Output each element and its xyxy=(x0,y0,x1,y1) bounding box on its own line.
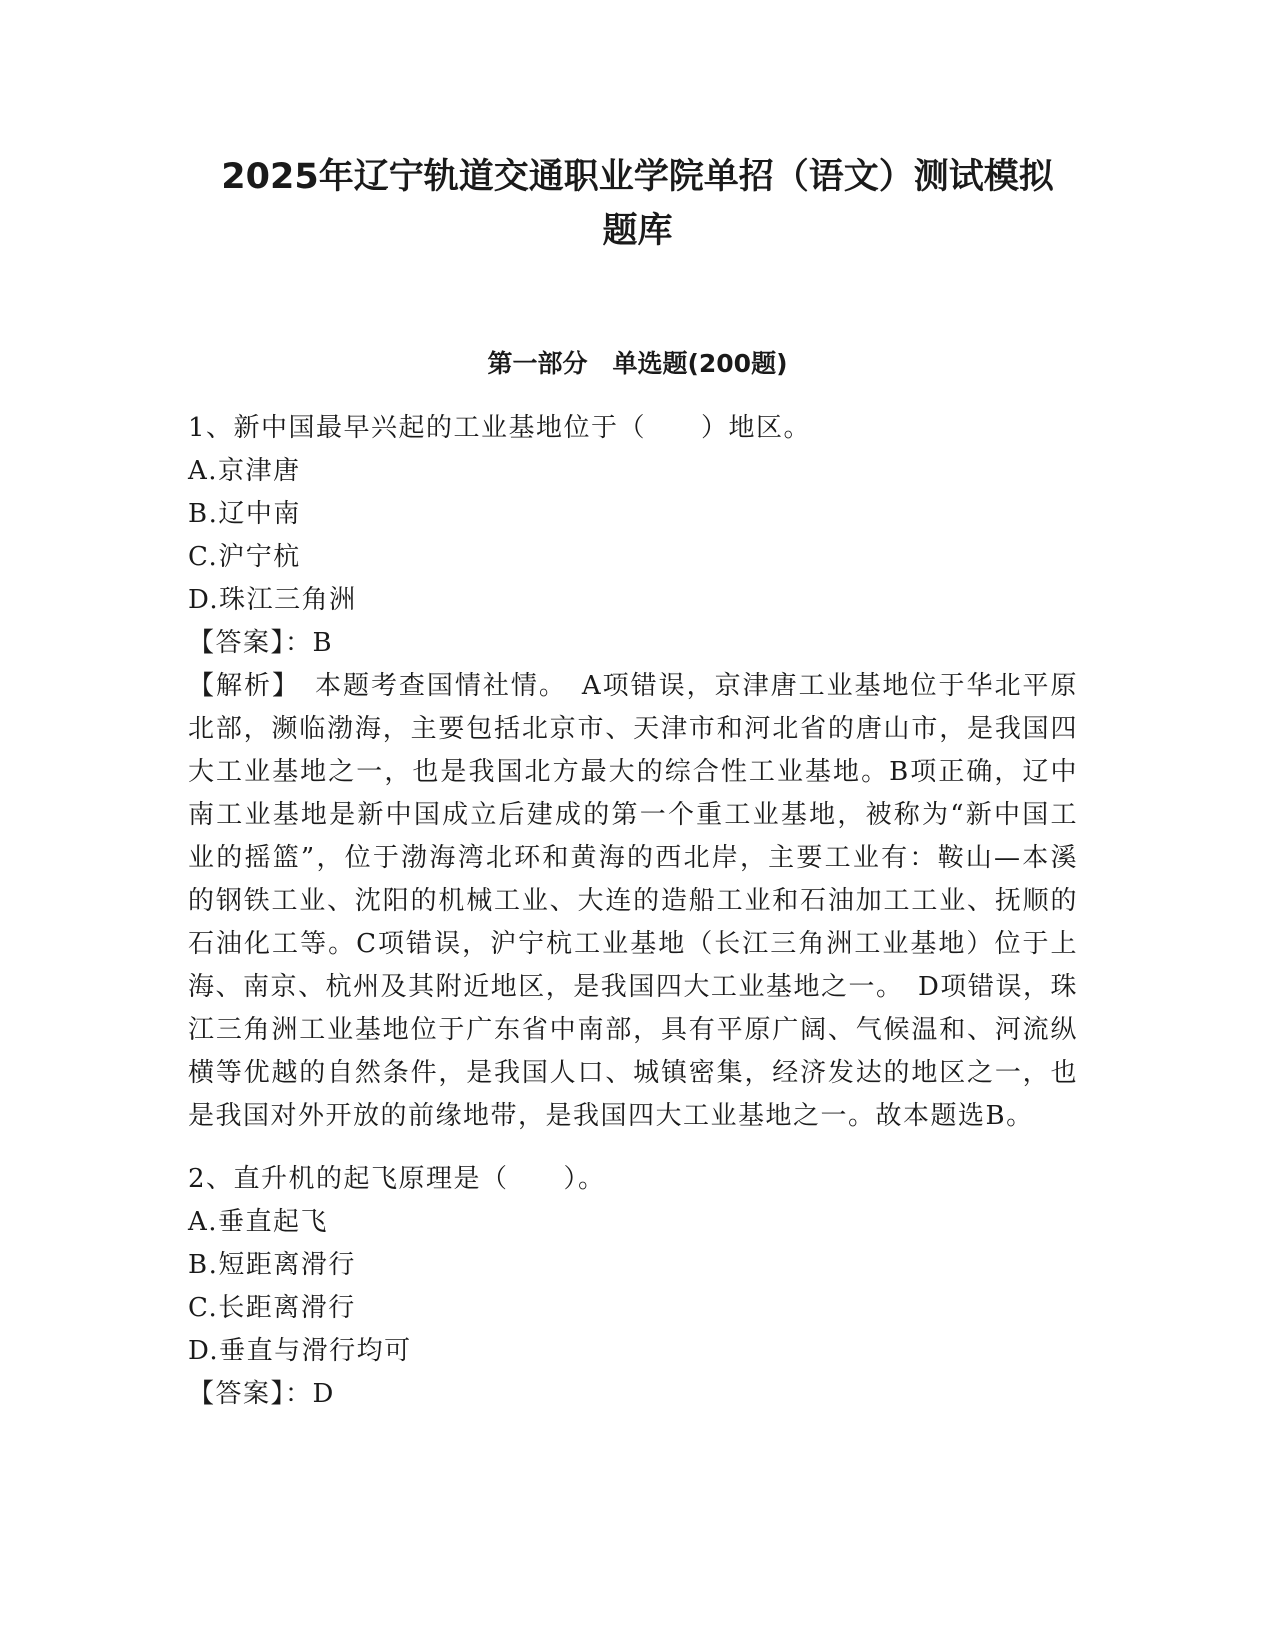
option-a: A.垂直起飞 xyxy=(188,1207,329,1237)
option-d: D.垂直与滑行均可 xyxy=(188,1336,412,1366)
question-stem: 2、直升机的起飞原理是（ ）。 xyxy=(188,1164,606,1194)
option-d: D.珠江三角洲 xyxy=(188,585,357,615)
title-line-1: 2025年辽宁轨道交通职业学院单招（语文）测试模拟 xyxy=(221,157,1054,197)
explanation: 【解析】 本题考查国情社情。 A项错误，京津唐工业基地位于华北平原北部，濒临渤海，主要包括北京市、天津市和河北省的唐山市，是我国四大工业基地之一，也是我国北方最大的综合性工业基地。B项正确，辽中南工业基地是新中国成立后建成的第一个重工业基地，被称为“新中国工业的摇篮”，位于渤海湾北环和黄海的西北岸，主要工业有：鞍山—本溪的钢铁工业、沈阳的机械工业、大连的造船工业和石油加工工业、抚顺的石油化工等。C项错误，沪宁杭工业基地（长江三角洲工业基地）位于上海、南京、杭州及其附近地区，是我国四大工业基地之一。 D项错误，珠江三角洲工业基地位于广东省中南部，具有平原广阔、气候温和、河流纵横等优越的自然条件，是我国人口、城镇密集，经济发达的地区之一，也是我国对外开放的前缘地带，是我国四大工业基地之一。故本题选B。 xyxy=(188,671,1078,1131)
option-c: C.沪宁杭 xyxy=(188,542,301,572)
title-line-2: 题库 xyxy=(602,211,673,251)
answer: 【答案】：D xyxy=(188,1379,335,1409)
question-1 xyxy=(188,407,1088,1138)
option-a: A.京津唐 xyxy=(188,456,301,486)
document-title xyxy=(150,150,1125,258)
section-heading: 第一部分 单选题(200题) xyxy=(487,349,788,378)
question-spacer xyxy=(188,1138,1088,1158)
question-list xyxy=(188,407,1088,1416)
option-b: B.辽中南 xyxy=(188,499,301,529)
question-2 xyxy=(188,1158,1088,1416)
question-stem: 1、新中国最早兴起的工业基地位于（ ）地区。 xyxy=(188,413,812,443)
option-b: B.短距离滑行 xyxy=(188,1250,356,1280)
option-c: C.长距离滑行 xyxy=(188,1293,356,1323)
answer: 【答案】：B xyxy=(188,628,334,658)
